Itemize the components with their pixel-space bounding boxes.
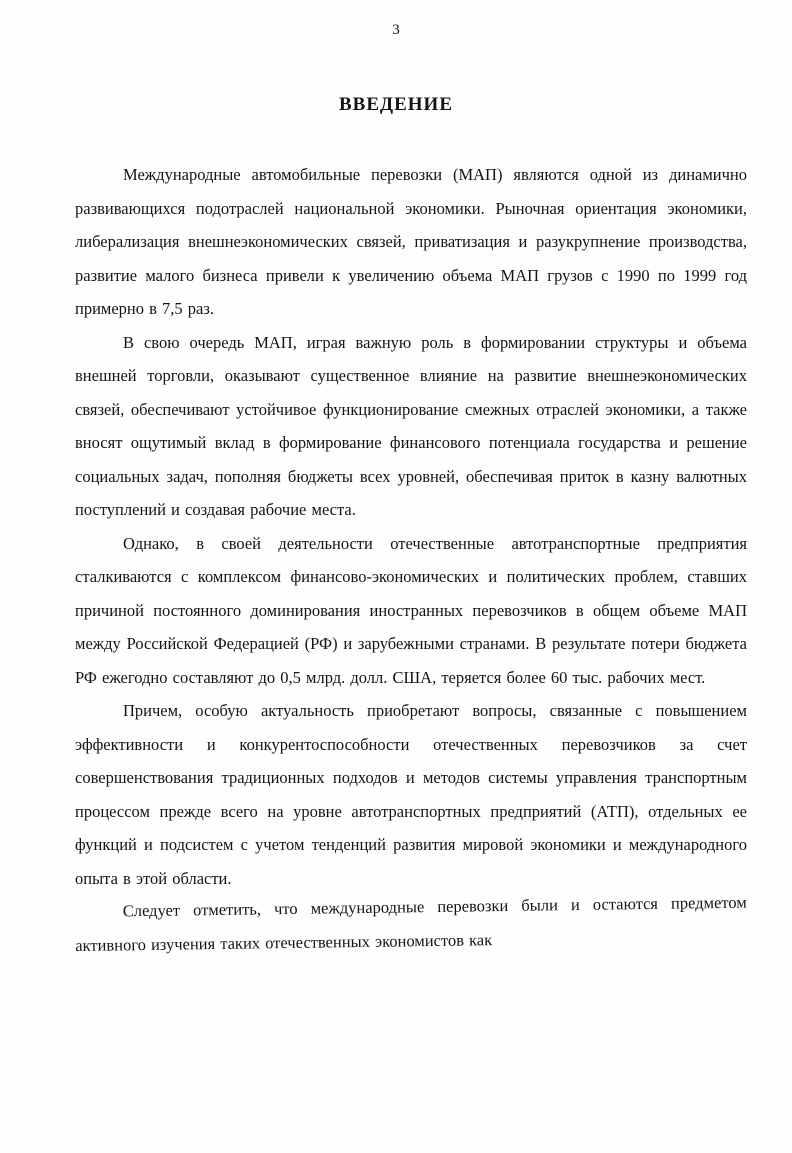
- page-title: ВВЕДЕНИЕ: [339, 94, 453, 115]
- paragraph-3: Однако, в своей деятельности отечественные автотранспортные предприятия сталкиваются с комплексом финансово-экономических и политических проблем, ставших причиной постоянного доминирования иностранных перевозчиков в общем объеме МАП между Российской Федерацией (РФ) и зарубежными странами. В результате потери бюджета РФ ежегодно составляют до 0,5 млрд. долл. США, теряется более 60 тыс. рабочих мест.: [75, 533, 747, 687]
- page-number: 3: [392, 22, 400, 38]
- document-body: [75, 158, 747, 962]
- paragraph-1: Международные автомобильные перевозки (МАП) являются одной из динамично развивающихся подотраслей национальной экономики. Рыночная ориентация экономики, либерализация внешнеэкономических связей, приватизация и разукрупнение производства, развитие малого бизнеса привели к увеличению объема МАП грузов с 1990 по 1999 год примерно в 7,5 раз.: [75, 165, 747, 318]
- paragraph-4: Причем, особую актуальность приобретают вопросы, связанные с повышением эффективности и конкурентоспособности отечественных перевозчиков за счет совершенствования традиционных подходов и методов системы управления транспортным процессом прежде всего на уровне автотранспортных предприятий (АТП), отдельных ее функций и подсистем с учетом тенденций развития мировой экономики и международного опыта в этой области.: [75, 701, 747, 888]
- paragraph-5: Следует отметить, что международные перевозки были и остаются предметом активного изучения таких отечественных экономистов как: [75, 892, 747, 955]
- paragraph-2: В свою очередь МАП, играя важную роль в формировании структуры и объема внешней торговли, оказывают существенное влияние на развитие внешнеэкономических связей, обеспечивают устойчивое функционирование смежных отраслей экономики, а также вносят ощутимый вклад в формирование финансового потенциала государства и решение социальных задач, пополняя бюджеты всех уровней, обеспечивая приток в казну валютных поступлений и создавая рабочие места.: [75, 332, 747, 519]
